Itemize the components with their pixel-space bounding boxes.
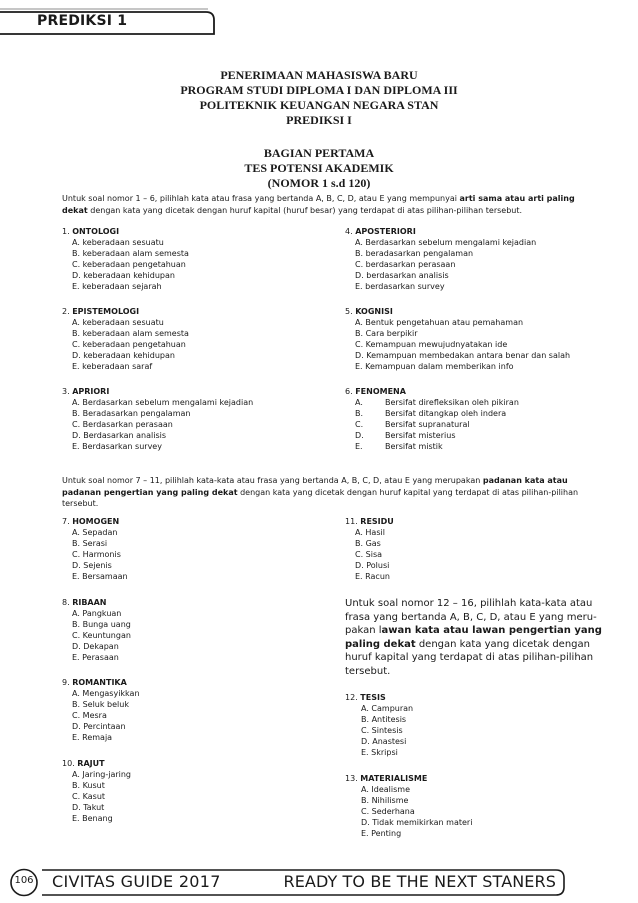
instruction-text: dengan kata yang dicetak dengan huruf kapital yang terdapat di atas pilihan-pilihan	[237, 487, 579, 497]
question-number: 10.	[62, 759, 75, 768]
question-word: RESIDU	[360, 517, 394, 526]
option[interactable]: A. Berdasarkan sebelum mengalami kejadian	[72, 398, 254, 407]
option-letter: C.	[355, 420, 364, 429]
option[interactable]: C. keberadaan pengetahuan	[72, 340, 186, 349]
option-letter: E.	[355, 442, 363, 451]
option[interactable]: D. keberadaan kehidupan	[72, 351, 175, 360]
option[interactable]: E. Remaja	[72, 733, 113, 742]
option-text: Bersifat supranatural	[385, 420, 470, 429]
option[interactable]: B. Kusut	[72, 781, 105, 790]
question-word: HOMOGEN	[72, 517, 120, 526]
question-11	[345, 516, 394, 582]
option[interactable]: C. Sederhana	[361, 807, 415, 816]
option[interactable]: B. Seluk beluk	[72, 700, 129, 709]
option[interactable]: E. Skripsi	[361, 748, 398, 757]
question-word: KOGNISI	[355, 307, 393, 316]
option[interactable]: D. berdasarkan analisis	[355, 271, 449, 280]
question-word: MATERIALISME	[360, 774, 428, 783]
option[interactable]: B. Nihilisme	[361, 796, 409, 805]
section-title-block	[0, 146, 638, 191]
question-word: TESIS	[360, 693, 386, 702]
question-number: 6.	[345, 387, 353, 396]
instructions-part-1	[62, 193, 602, 216]
question-3	[62, 386, 253, 452]
title-line: PROGRAM STUDI DIPLOMA I DAN DIPLOMA III	[180, 83, 458, 97]
option[interactable]: C. Mesra	[72, 711, 107, 720]
option[interactable]: D. Polusi	[355, 561, 390, 570]
question-word: RIBAAN	[72, 598, 107, 607]
question-word: EPISTEMOLOGI	[72, 307, 140, 316]
title-block	[0, 68, 638, 128]
question-12	[345, 692, 413, 758]
question-word: APRIORI	[72, 387, 110, 396]
option[interactable]: D. keberadaan kehidupan	[72, 271, 175, 280]
instruction-emphasis: arti sama atau arti paling	[459, 194, 575, 203]
instruction-text: tersebut.	[345, 665, 391, 677]
question-word: APOSTERIORI	[355, 227, 416, 236]
instruction-text: Untuk soal nomor 7 – 11, pilihlah kata-kata atau frasa yang bertanda A, B, C, D, atau E yang merupakan	[62, 476, 483, 485]
option[interactable]: C. Harmonis	[72, 550, 121, 559]
option-text: Bersifat direfleksikan oleh pikiran	[385, 398, 519, 407]
section-title-line: TES POTENSI AKADEMIK	[244, 161, 394, 175]
option[interactable]: C. Kasut	[72, 792, 106, 801]
option[interactable]: E. keberadaan sejarah	[72, 282, 162, 291]
option[interactable]: B. Beradasarkan pengalaman	[72, 409, 191, 418]
question-number: 7.	[62, 517, 70, 526]
option[interactable]: A. Jaring-jaring	[72, 770, 132, 779]
question-10	[62, 758, 131, 824]
footer	[4, 867, 634, 897]
option[interactable]: A. Mengasyikkan	[72, 689, 140, 698]
instruction-text: frasa yang bertanda A, B, C, D, atau E yang meru-	[345, 611, 597, 623]
question-9	[62, 677, 140, 743]
option[interactable]: B. keberadaan alam semesta	[72, 249, 189, 258]
option-letter: B.	[355, 409, 364, 418]
option[interactable]: B. beradasarkan pengalaman	[355, 249, 474, 258]
option[interactable]	[345, 397, 519, 408]
instruction-emphasis: padanan pengertian yang paling dekat	[62, 487, 238, 497]
option[interactable]: C. Sisa	[355, 550, 383, 559]
option[interactable]: A. Sepadan	[72, 528, 118, 537]
question-2	[62, 306, 189, 372]
question-8	[62, 597, 131, 663]
question-number: 11.	[345, 517, 358, 526]
option[interactable]: D. Takut	[72, 803, 105, 812]
question-number: 3.	[62, 387, 70, 396]
option[interactable]: E. Benang	[72, 814, 113, 823]
question-7	[62, 516, 128, 582]
instruction-emphasis: awan kata atau lawan pengertian yang	[381, 625, 602, 636]
option-text: Bersifat mistik	[385, 442, 443, 451]
title-line: POLITEKNIK KEUANGAN NEGARA STAN	[199, 98, 439, 112]
option[interactable]: A. keberadaan sesuatu	[72, 238, 164, 247]
question-word: ROMANTIKA	[72, 678, 127, 687]
option[interactable]: B. Serasi	[72, 539, 108, 548]
option[interactable]: E. Penting	[361, 829, 402, 838]
header-tab	[0, 8, 216, 36]
option[interactable]: D. Tidak memikirkan materi	[361, 818, 473, 827]
option[interactable]: B. keberadaan alam semesta	[72, 329, 189, 338]
option[interactable]	[345, 419, 519, 430]
instruction-emphasis: padanan kata atau	[482, 476, 568, 485]
option[interactable]: D. Kemampuan membedakan antara benar dan salah	[355, 351, 571, 360]
instruction-text: huruf kapital yang terdapat di atas pilihan-pilihan	[345, 652, 594, 663]
option[interactable]: E. Perasaan	[72, 653, 119, 662]
instruction-text: Untuk soal nomor 1 – 6, pilihlah kata atau frasa yang bertanda A, B, C, D, atau E yang mempunyai	[62, 194, 460, 203]
option[interactable]: A. Campuran	[361, 704, 414, 713]
option[interactable]: B. Bunga uang	[72, 620, 131, 629]
option[interactable]: E. berdasarkan survey	[355, 282, 445, 291]
option[interactable]: E. Racun	[355, 572, 390, 581]
header-label: PREDIKSI 1	[37, 13, 128, 29]
option[interactable]: D. Anastesi	[361, 737, 407, 746]
instructions-part-2	[62, 475, 602, 510]
option[interactable]: A. Hasil	[355, 528, 385, 537]
question-word: RAJUT	[77, 759, 105, 768]
title-line: PENERIMAAN MAHASISWA BARU	[220, 68, 418, 82]
option[interactable]: B. Antitesis	[361, 715, 407, 724]
option[interactable]: A. Pangkuan	[72, 609, 122, 618]
footer-publication-title: CIVITAS GUIDE 2017	[52, 872, 221, 891]
option[interactable]: C. Keuntungan	[72, 631, 131, 640]
option[interactable]: C. Kemampuan mewujudnyatakan ide	[355, 340, 508, 349]
option[interactable]	[345, 441, 519, 452]
question-number: 1.	[62, 227, 70, 236]
option[interactable]: C. keberadaan pengetahuan	[72, 260, 186, 269]
option-letter: A.	[355, 398, 363, 407]
question-1	[62, 226, 189, 292]
option-letter: D.	[355, 431, 364, 440]
option[interactable]: A. keberadaan sesuatu	[72, 318, 164, 327]
section-title-line: (NOMOR 1 s.d 120)	[267, 176, 371, 190]
option[interactable]: E. Bersamaan	[72, 572, 128, 581]
option[interactable]: E. Berdasarkan survey	[72, 442, 162, 451]
option[interactable]: C. Berdasarkan perasaan	[72, 420, 173, 429]
title-line: PREDIKSI I	[286, 113, 352, 127]
option[interactable]: D. Percintaan	[72, 722, 126, 731]
question-5	[345, 306, 570, 372]
option[interactable]: E. Kemampuan dalam memberikan info	[355, 362, 514, 371]
option[interactable]	[345, 430, 519, 441]
question-6	[345, 386, 519, 452]
question-word: FENOMENA	[355, 387, 406, 396]
instructions-part-3	[345, 597, 605, 678]
question-number: 13.	[345, 774, 358, 783]
instruction-text: Untuk soal nomor 12 – 16, pilihlah kata-kata atau	[345, 598, 593, 609]
option-text: Bersifat misterius	[385, 431, 456, 440]
option[interactable]: D. Sejenis	[72, 561, 112, 570]
option[interactable]: D. Dekapan	[72, 642, 119, 651]
instruction-text: pakan l	[345, 625, 382, 636]
question-number: 4.	[345, 227, 353, 236]
question-number: 8.	[62, 598, 70, 607]
option[interactable]	[345, 408, 519, 419]
option[interactable]: B. Gas	[355, 539, 381, 548]
question-word: ONTOLOGI	[72, 227, 120, 236]
option[interactable]: C. Sintesis	[361, 726, 403, 735]
instruction-text: dengan kata yang dicetak dengan huruf kapital (huruf besar) yang terdapat di atas pilihan-pilihan tersebut.	[87, 205, 523, 215]
option[interactable]: B. Cara berpikir	[355, 329, 418, 338]
section-title-line: BAGIAN PERTAMA	[263, 146, 375, 160]
option[interactable]: D. Berdasarkan analisis	[72, 431, 167, 440]
question-13	[345, 773, 472, 839]
option[interactable]: C. berdasarkan perasaan	[355, 260, 456, 269]
question-number: 9.	[62, 678, 70, 687]
option[interactable]: A. Bentuk pengetahuan atau pemahaman	[355, 318, 524, 327]
option[interactable]: A. Idealisme	[361, 785, 411, 794]
question-number: 2.	[62, 307, 70, 316]
option-text: Bersifat ditangkap oleh indera	[385, 409, 507, 418]
instruction-text: tersebut.	[62, 499, 99, 508]
page-number: 106	[14, 875, 34, 886]
instruction-emphasis: dekat	[62, 205, 88, 215]
footer-slogan: READY TO BE THE NEXT STANERS	[283, 872, 556, 891]
question-number: 5.	[345, 307, 353, 316]
question-number: 12.	[345, 693, 358, 702]
instruction-text: dengan kata yang dicetak dengan	[415, 638, 590, 650]
option[interactable]: E. keberadaan saraf	[72, 362, 153, 371]
question-4	[345, 226, 536, 292]
option[interactable]: A. Berdasarkan sebelum mengalami kejadian	[355, 238, 537, 247]
instruction-emphasis: paling dekat	[345, 638, 416, 650]
